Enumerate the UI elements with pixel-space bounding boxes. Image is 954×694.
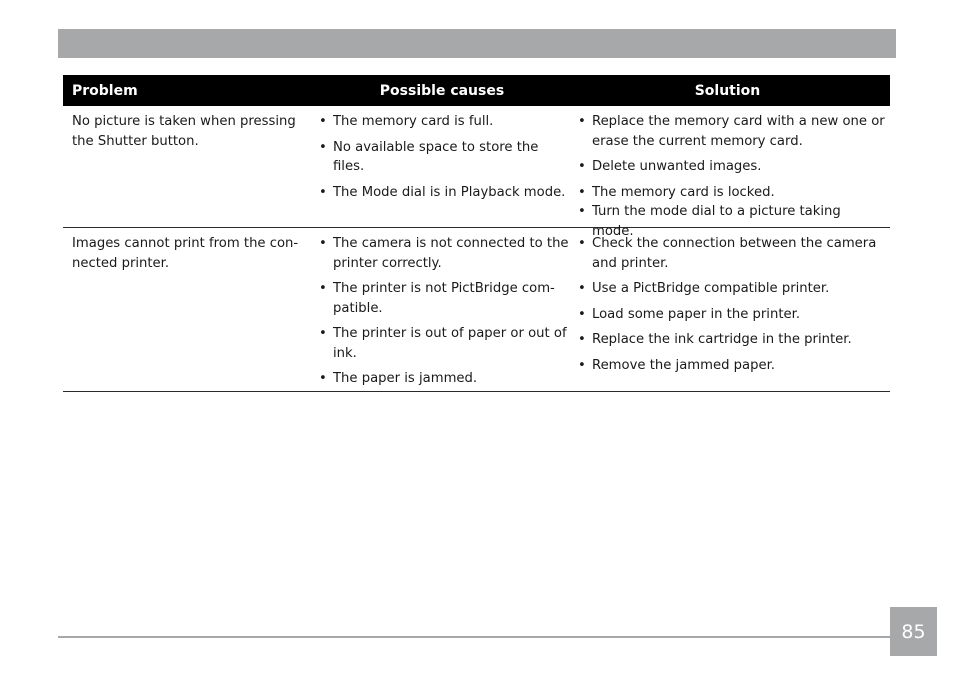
list-item: • The printer is not PictBridge com-patible. <box>319 279 571 318</box>
list-item: • Check the connection between the camera and printer. <box>578 234 886 273</box>
footer-rule <box>58 636 890 638</box>
causes-cell <box>311 234 575 391</box>
list-item: • The memory card is full. <box>319 112 571 132</box>
page-number: 85 <box>890 607 937 656</box>
list-item: • Load some paper in the printer. <box>578 305 886 325</box>
causes-list <box>319 112 571 202</box>
list-item: • Replace the memory card with a new one or erase the current memory card. <box>578 112 886 151</box>
problem-cell: Images cannot print from the con-nected printer. <box>72 236 299 271</box>
causes-list <box>319 234 571 389</box>
header-band <box>58 29 896 58</box>
solutions-list <box>578 234 886 375</box>
list-item: • Delete unwanted images. <box>578 157 886 177</box>
list-item: • The camera is not connected to the printer correctly. <box>319 234 571 273</box>
list-item: • The printer is out of paper or out of ink. <box>319 324 571 363</box>
list-item: • No available space to store the files. <box>319 138 571 177</box>
solution-cell <box>575 112 890 239</box>
problem-cell: No picture is taken when pressing the Shutter button. <box>72 114 296 149</box>
causes-cell <box>311 112 575 227</box>
header-possible-causes: Possible causes <box>379 83 505 99</box>
troubleshooting-table <box>63 75 890 392</box>
table-header <box>63 75 890 106</box>
list-item: • The paper is jammed. <box>319 369 571 389</box>
header-solution: Solution <box>694 83 761 99</box>
list-item: • The Mode dial is in Playback mode. <box>319 183 571 203</box>
list-item: • Use a PictBridge compatible printer. <box>578 279 886 299</box>
solutions-list <box>578 112 886 241</box>
table-row <box>63 106 890 239</box>
list-item: • Turn the mode dial to a picture taking mode. <box>578 202 886 241</box>
list-item: • Replace the ink cartridge in the printer. <box>578 330 886 350</box>
list-item: • The memory card is locked. <box>578 183 886 203</box>
list-item: • Remove the jammed paper. <box>578 356 886 376</box>
table-row <box>63 228 890 392</box>
solution-cell <box>575 234 890 391</box>
header-problem: Problem <box>72 83 138 99</box>
